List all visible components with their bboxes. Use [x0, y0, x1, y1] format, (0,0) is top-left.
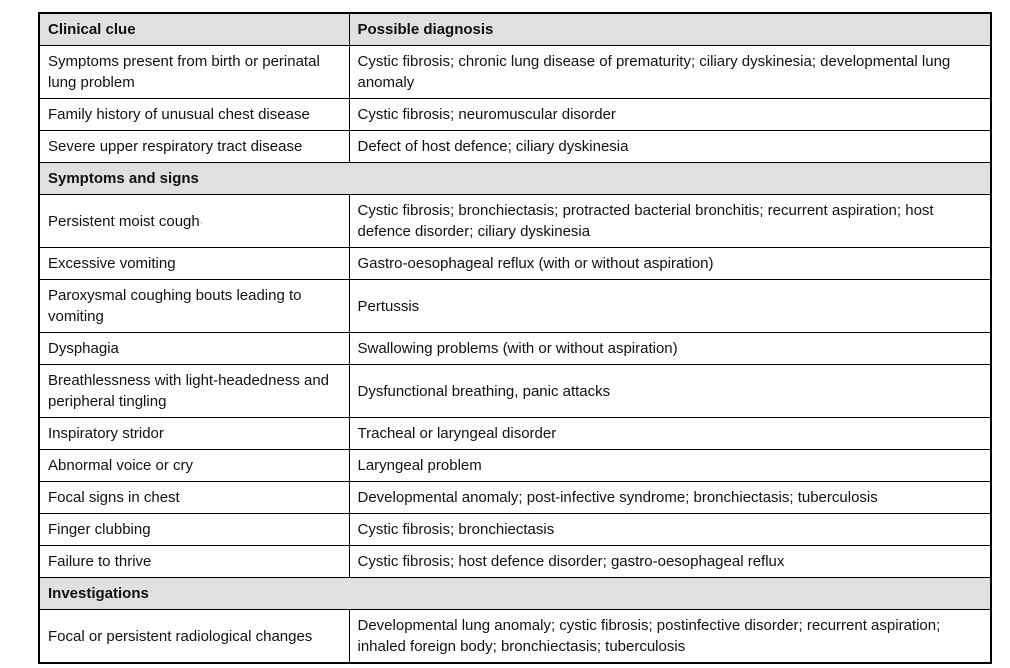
table-row	[39, 195, 991, 248]
table-row	[39, 280, 991, 333]
table-row	[39, 333, 991, 365]
table-row	[39, 248, 991, 280]
column-header-possible-diagnosis: Possible diagnosis	[349, 13, 991, 46]
clinical-clue-cell: Focal signs in chest	[39, 482, 349, 514]
diagnosis-cell: Pertussis	[349, 280, 991, 333]
table-row	[39, 99, 991, 131]
diagnosis-cell: Dysfunctional breathing, panic attacks	[349, 365, 991, 418]
diagnosis-cell: Gastro-oesophageal reflux (with or without aspiration)	[349, 248, 991, 280]
diagnosis-cell: Developmental lung anomaly; cystic fibrosis; postinfective disorder; recurrent aspiration; inhaled foreign body; bronchiectasis; tuberculosis	[349, 610, 991, 664]
clinical-clue-cell: Failure to thrive	[39, 546, 349, 578]
diagnosis-cell: Cystic fibrosis; host defence disorder; gastro-oesophageal reflux	[349, 546, 991, 578]
table-row	[39, 546, 991, 578]
clinical-clue-cell: Symptoms present from birth or perinatal lung problem	[39, 46, 349, 99]
clinical-clue-cell: Focal or persistent radiological changes	[39, 610, 349, 664]
diagnosis-cell: Cystic fibrosis; neuromuscular disorder	[349, 99, 991, 131]
section-row-investigations	[39, 578, 991, 610]
table-row	[39, 131, 991, 163]
table-row	[39, 365, 991, 418]
faint-dot-mark: ·	[199, 216, 204, 229]
diagnosis-cell: Cystic fibrosis; bronchiectasis; protracted bacterial bronchitis; recurrent aspiration; host defence disorder; ciliary dyskinesia	[349, 195, 991, 248]
section-row-symptoms-and-signs	[39, 163, 991, 195]
diagnosis-cell: Cystic fibrosis; chronic lung disease of prematurity; ciliary dyskinesia; developmental lung anomaly	[349, 46, 991, 99]
diagnosis-cell: Defect of host defence; ciliary dyskinesia	[349, 131, 991, 163]
section-title: Investigations	[39, 578, 991, 610]
clinical-clue-diagnosis-table	[38, 12, 992, 664]
clinical-clue-cell: Severe upper respiratory tract disease	[39, 131, 349, 163]
header-row	[39, 13, 991, 46]
diagnosis-cell: Laryngeal problem	[349, 450, 991, 482]
clinical-clue-cell: Breathlessness with light-headedness and peripheral tingling	[39, 365, 349, 418]
clinical-clue-cell: Inspiratory stridor	[39, 418, 349, 450]
table-row	[39, 450, 991, 482]
clue-text: Persistent moist cough	[48, 212, 200, 230]
diagnosis-cell: Tracheal or laryngeal disorder	[349, 418, 991, 450]
table-row	[39, 46, 991, 99]
diagnosis-cell: Cystic fibrosis; bronchiectasis	[349, 514, 991, 546]
table-row	[39, 610, 991, 664]
clinical-clue-cell: Excessive vomiting	[39, 248, 349, 280]
clinical-clue-cell: Finger clubbing	[39, 514, 349, 546]
diagnosis-table-container	[38, 12, 992, 664]
clinical-clue-cell: Family history of unusual chest disease	[39, 99, 349, 131]
diagnosis-cell: Developmental anomaly; post-infective syndrome; bronchiectasis; tuberculosis	[349, 482, 991, 514]
clinical-clue-cell: Paroxysmal coughing bouts leading to vomiting	[39, 280, 349, 333]
diagnosis-cell: Swallowing problems (with or without aspiration)	[349, 333, 991, 365]
table-row	[39, 514, 991, 546]
column-header-clinical-clue: Clinical clue	[39, 13, 349, 46]
clinical-clue-cell: Abnormal voice or cry	[39, 450, 349, 482]
table-row	[39, 418, 991, 450]
clinical-clue-cell: Dysphagia	[39, 333, 349, 365]
clinical-clue-cell	[39, 195, 349, 248]
table-row	[39, 482, 991, 514]
section-title: Symptoms and signs	[39, 163, 991, 195]
